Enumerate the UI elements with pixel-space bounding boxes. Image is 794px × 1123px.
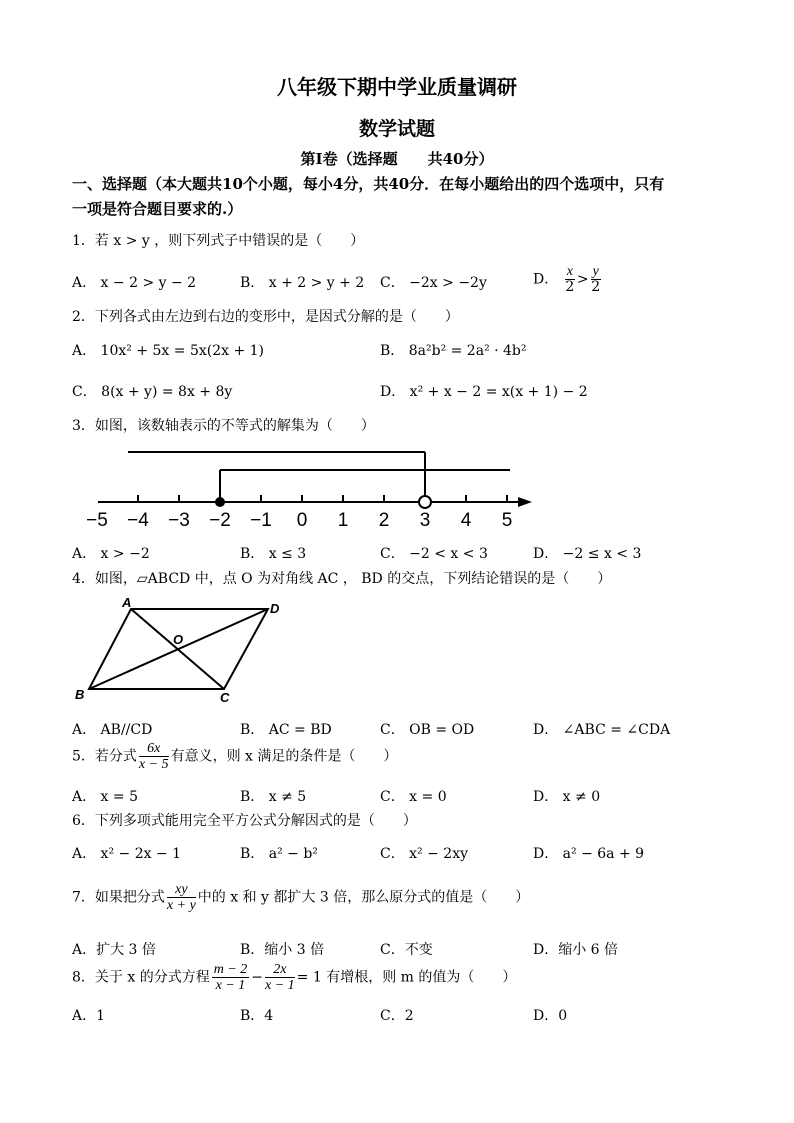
label-c: C [220,690,230,705]
q1-option-b: B． x + 2 > y + 2 [240,275,365,291]
q6-option-d: D． a² − 6a + 9 [533,846,645,862]
tick-label-4: −1 [250,510,272,531]
q2-option-d: D． x² + x − 2 = x(x + 1) − 2 [380,384,588,400]
axis-arrow [518,497,532,507]
page-title: 八年级下期中学业质量调研 [277,75,517,99]
label-d: D [270,601,280,616]
q5-option-a: A． x = 5 [72,789,138,805]
label-a: A [122,596,132,610]
tick-label-5: 0 [296,510,308,531]
tick-label-1: −4 [127,510,149,531]
q8-option-c: C．2 [380,1008,414,1024]
question-1-stem: 1．若 x > y ，则下列式子中错误的是（ ） [72,233,365,249]
question-4-stem: 4．如图，▱ABCD 中，点 O 为对角线 AC ， BD 的交点，下列结论错误的是（ ） [72,571,612,587]
q7-option-b: B．缩小 3 倍 [240,942,325,958]
q8-option-b: B．4 [240,1008,274,1024]
q5-option-d: D． x ≠ 0 [533,789,601,805]
tick-label-0: −5 [86,510,108,531]
q6-option-c: C． x² − 2xy [380,846,469,862]
question-3-stem: 3．如图，该数轴表示的不等式的解集为（ ） [72,418,375,434]
tick-label-2: −3 [168,510,190,531]
axis-ticks [138,495,507,502]
q5-option-c: C． x = 0 [380,789,447,805]
q5-fraction: $\frac{6x}{x - 5}$ [138,741,169,772]
question-5-stem: 5．若分式 $\frac{6x}{x - 5}$ 有意义，则 x 满足的条件是（ ） [72,741,398,772]
q6-option-a: A． x² − 2x − 1 [72,846,182,862]
question-6-stem: 6．下列多项式能用完全平方公式分解因式的是（ ） [72,813,417,829]
number-line-figure [70,440,540,540]
q1-d-right-fraction: $\frac{y}{2}$ [591,264,601,295]
question-8-stem: 8．关于 x 的分式方程 $\frac{m - 2}{x - 1}$ − $\frac{2x}{x - 1}$ = 1 有增根，则 m 的值为（ ） [72,962,517,993]
q7-option-a: A．扩大 3 倍 [72,942,156,958]
section-heading-line2: 一项是符合题目要求的.） [72,200,243,218]
tick-label-7: 2 [378,510,390,531]
tick-label-10: 5 [501,510,513,531]
label-b: B [75,687,85,702]
q7-option-c: C．不变 [380,942,433,958]
tick-label-6: 1 [337,510,349,531]
q4-option-b: B． AC = BD [240,722,332,738]
solid-dot-minus-2 [215,497,225,507]
label-o: O [173,632,184,647]
question-2-stem: 2．下列各式由左边到右边的变形中，是因式分解的是（ ） [72,309,459,325]
q2-option-c: C． 8(x + y) = 8x + 8y [72,384,233,400]
q1-option-d: D． $\frac{x}{2}$ > $\frac{y}{2}$ [533,264,601,295]
q1-option-a: A． x − 2 > y − 2 [72,275,197,291]
open-dot-3 [419,496,431,508]
q2-option-a: A． 10x² + 5x = 5x(2x + 1) [72,343,265,359]
q6-option-b: B． a² − b² [240,846,318,862]
q4-option-a: A． AB//CD [72,722,153,738]
subject-title: 数学试题 [358,118,435,140]
tick-label-9: 4 [460,510,472,531]
q1-d-left-fraction: $\frac{x}{2}$ [565,264,575,295]
q3-option-a: A． x > −2 [72,546,150,562]
q4-option-d: D． ∠ABC = ∠CDA [533,722,671,738]
q8-option-a: A．1 [72,1008,106,1024]
q4-option-c: C． OB = OD [380,722,475,738]
q7-fraction: $\frac{xy}{x + y}$ [166,882,196,913]
tick-label-8: 3 [419,510,431,531]
section-heading-line1: 一、选择题（本大题共10个小题，每小4分，共40分．在每小题给出的四个选项中，只有 [72,175,665,193]
parallelogram-figure [72,596,292,711]
q7-option-d: D．缩小 6 倍 [533,942,619,958]
q5-option-b: B． x ≠ 5 [240,789,307,805]
question-7-stem: 7．如果把分式 $\frac{xy}{x + y}$ 中的 x 和 y 都扩大 3 倍，那么原分式的值是（ ） [72,882,530,913]
q8-fraction-2: $\frac{2x}{x - 1}$ [265,962,295,993]
tick-label-3: −2 [209,510,231,531]
q3-option-d: D． −2 ≤ x < 3 [533,546,642,562]
q3-option-b: B． x ≤ 3 [240,546,307,562]
q1-option-c: C． −2x > −2y [380,275,487,291]
q2-option-b: B． 8a²b² = 2a² · 4b² [380,343,527,359]
q8-option-d: D．0 [533,1008,568,1024]
diagonal-bd [89,609,268,689]
volume-title: 第Ⅰ卷（选择题 共40分） [300,150,494,168]
q8-fraction-1: $\frac{m - 2}{x - 1}$ [213,962,248,993]
axis-tick-labels [86,510,512,531]
q3-option-c: C． −2 < x < 3 [380,546,488,562]
